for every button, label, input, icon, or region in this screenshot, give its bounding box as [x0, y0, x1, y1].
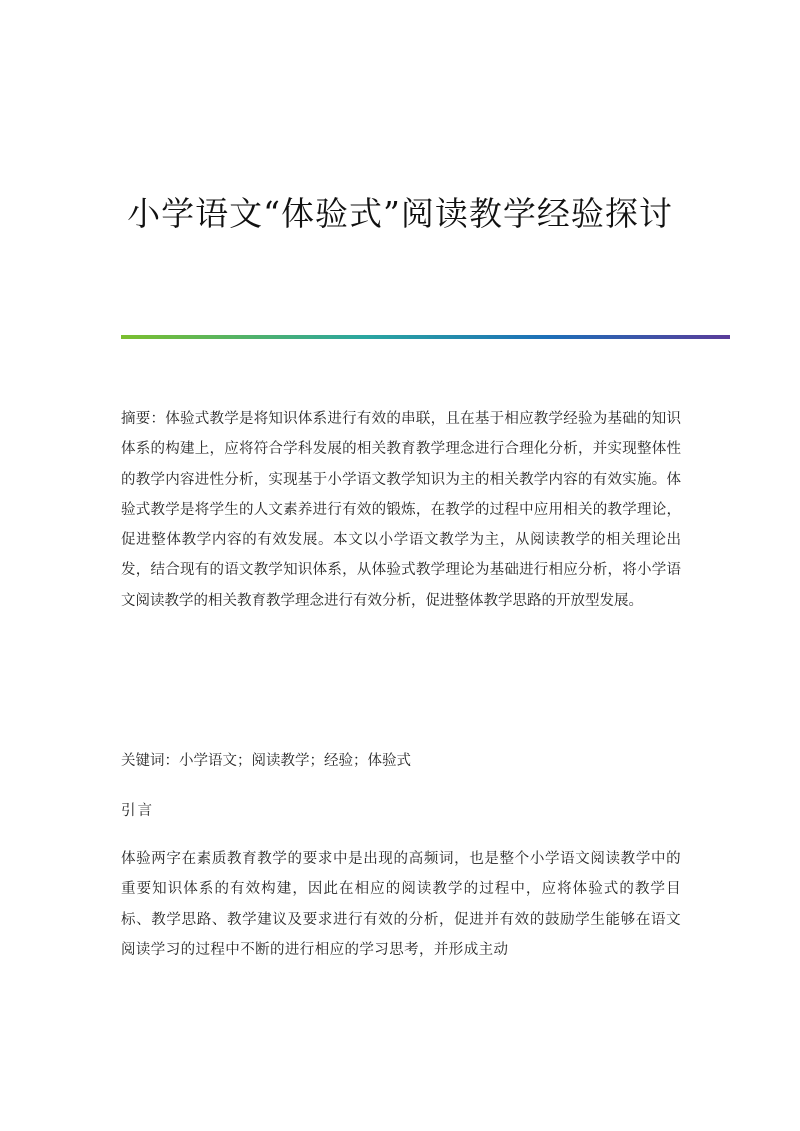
document-title: 小学语文“体验式”阅读教学经验探讨	[127, 194, 673, 233]
intro-heading-text: 引言	[121, 803, 154, 819]
title-divider	[121, 335, 730, 339]
introduction-section	[121, 844, 681, 965]
keywords-section	[121, 746, 681, 776]
introduction-paragraph: 体验两字在素质教育教学的要求中是出现的高频词，也是整个小学语文阅读教学中的重要知识体系的有效构建，因此在相应的阅读教学的过程中，应将体验式的教学目标、教学思路、教学建议及要求进行有效的分析，促进并有效的鼓励学生能够在语文阅读学习的过程中不断的进行相应的学习思考，并形成主动	[121, 851, 681, 958]
section-heading-introduction	[121, 796, 681, 826]
abstract-paragraph: 摘要：体验式教学是将知识体系进行有效的串联，且在基于相应教学经验为基础的知识体系的构建上，应将符合学科发展的相关教育教学理念进行合理化分析，并实现整体性的教学内容进性分析，实现基于小学语文教学知识为主的相关教学内容的有效实施。体验式教学是将学生的人文素养进行有效的锻炼，在教学的过程中应用相关的教学理论，促进整体教学内容的有效发展。本文以小学语文教学为主，从阅读教学的相关理论出发，结合现有的语文教学知识体系，从体验式教学理论为基础进行相应分析，将小学语文阅读教学的相关教育教学理念进行有效分析，促进整体教学思路的开放型发展。	[121, 411, 681, 609]
abstract-section	[121, 404, 681, 616]
keywords-line: 关键词：小学语文；阅读教学；经验；体验式	[121, 753, 411, 769]
